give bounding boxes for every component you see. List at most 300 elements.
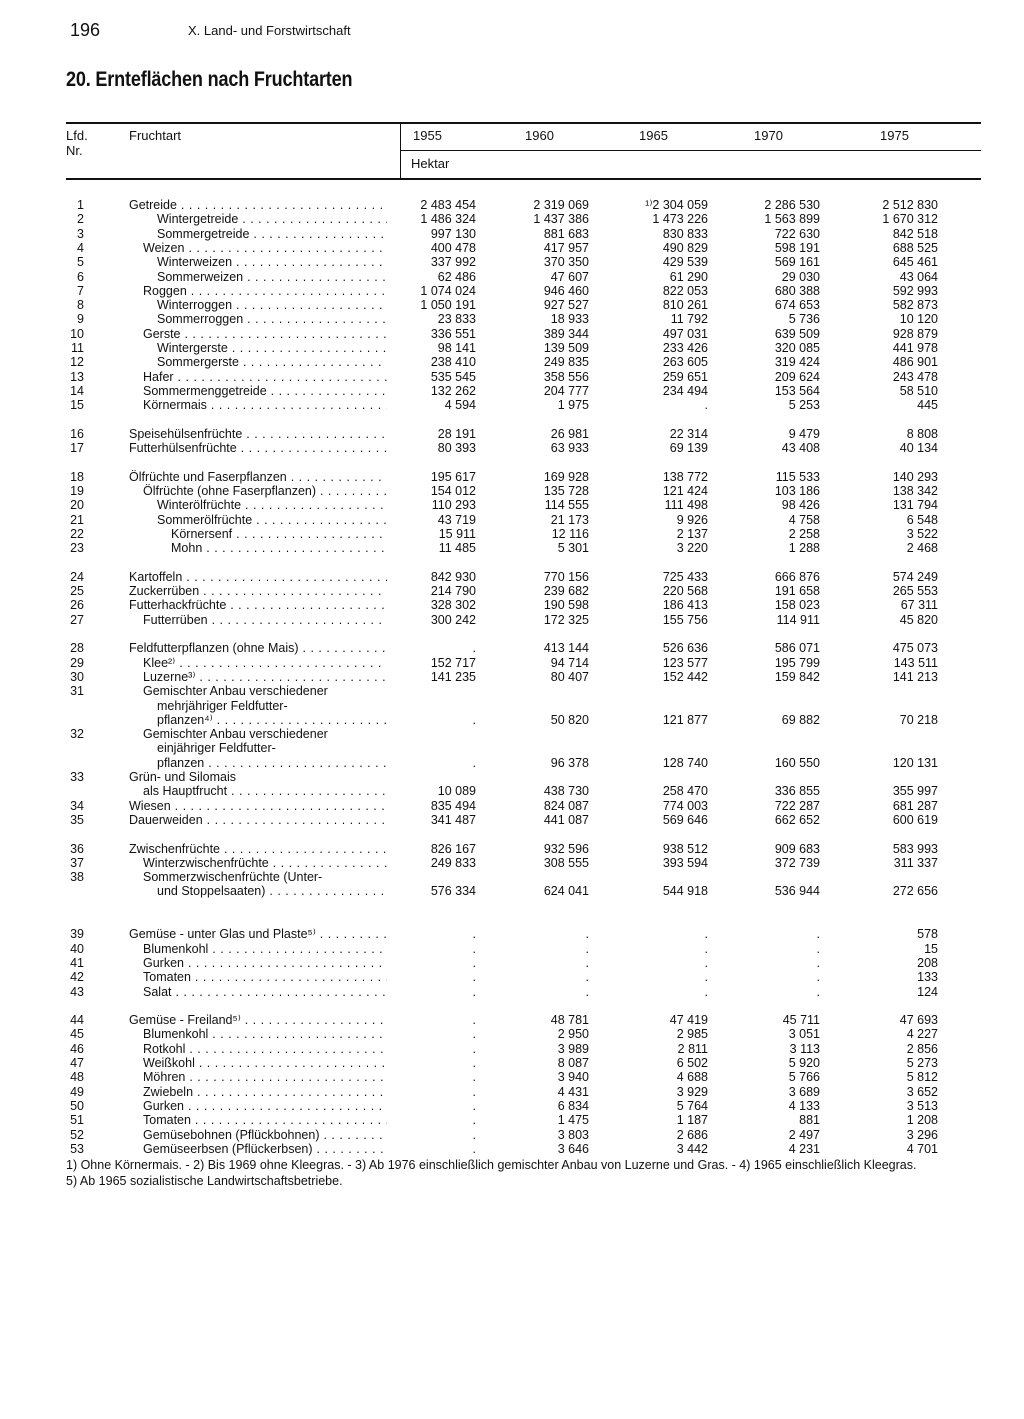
cell-1955: 15 911 bbox=[438, 526, 476, 541]
row-fruchtart: Klee²⁾ . . . bbox=[143, 656, 387, 670]
cell-1965: 569 646 bbox=[662, 812, 708, 827]
cell-1960: 169 928 bbox=[543, 469, 589, 484]
row-fruchtart: Blumenkohl . . . bbox=[143, 1027, 387, 1041]
row-number: 19 bbox=[70, 484, 84, 498]
row-number: 14 bbox=[70, 383, 84, 398]
cell-1955: 249 833 bbox=[430, 855, 476, 870]
cell-1970: 5 920 bbox=[788, 1056, 820, 1070]
cell-1965: 5 764 bbox=[676, 1098, 708, 1113]
cell-1970: 4 231 bbox=[788, 1141, 820, 1156]
header-year-1960: 1960 bbox=[525, 128, 554, 143]
cell-1965: . bbox=[704, 398, 708, 413]
row-fruchtart: Gemüse - unter Glas und Plaste⁵⁾ . . . bbox=[129, 927, 387, 941]
cell-1970: 195 799 bbox=[774, 655, 820, 670]
cell-1970: 209 624 bbox=[774, 369, 820, 384]
cell-1970: . bbox=[816, 984, 820, 999]
cell-1975: 5 273 bbox=[906, 1056, 938, 1070]
table-row bbox=[0, 1070, 1024, 1084]
row-number: 16 bbox=[70, 426, 84, 441]
cell-1955: 576 334 bbox=[430, 884, 476, 899]
row-number: 33 bbox=[70, 770, 84, 784]
cell-1975: 578 bbox=[917, 927, 938, 942]
cell-1960: 438 730 bbox=[543, 784, 589, 799]
cell-1955: 132 262 bbox=[430, 383, 476, 398]
cell-1965: 233 426 bbox=[662, 341, 708, 355]
row-fruchtart: Sommerweizen . . . bbox=[157, 270, 387, 284]
table-row bbox=[0, 656, 1024, 670]
cell-1955: . bbox=[472, 641, 476, 656]
row-fruchtart: Gurken . . . bbox=[143, 1099, 387, 1113]
row-number: 47 bbox=[70, 1056, 84, 1070]
cell-1960: . bbox=[585, 970, 589, 985]
cell-1960: 389 344 bbox=[543, 326, 589, 341]
cell-1960: 3 646 bbox=[557, 1141, 589, 1156]
row-fruchtart: Sommermenggetreide . . . bbox=[143, 384, 387, 398]
cell-1955: 43 719 bbox=[437, 512, 476, 527]
row-fruchtart: Gerste . . . bbox=[143, 327, 387, 341]
cell-1960: 4 431 bbox=[557, 1084, 589, 1099]
cell-1970: 666 876 bbox=[774, 569, 820, 584]
cell-1970: 2 286 530 bbox=[764, 198, 820, 212]
cell-1970: 114 911 bbox=[776, 612, 820, 627]
table-row bbox=[0, 870, 1024, 884]
cell-1975: 47 693 bbox=[899, 1013, 938, 1028]
row-number: 4 bbox=[77, 240, 84, 255]
cell-1960: 370 350 bbox=[543, 255, 589, 270]
row-fruchtart: Sommerölfrüchte . . . bbox=[157, 513, 387, 527]
cell-1970: 909 683 bbox=[774, 841, 820, 856]
cell-1975: 1 208 bbox=[906, 1113, 938, 1128]
row-fruchtart: Wintergetreide . . . bbox=[157, 212, 387, 226]
cell-1960: 190 598 bbox=[543, 598, 589, 613]
row-fruchtart: Sommerzwischenfrüchte (Unter- bbox=[143, 870, 323, 885]
row-fruchtart: Speisehülsenfrüchte . . . bbox=[129, 427, 387, 441]
cell-1975: 2 512 830 bbox=[882, 198, 938, 212]
cell-1960: 3 989 bbox=[557, 1041, 589, 1056]
cell-1970: 29 030 bbox=[781, 269, 820, 284]
row-fruchtart: Rotkohl . . . bbox=[143, 1042, 387, 1056]
row-fruchtart: Zuckerrüben . . . bbox=[129, 584, 387, 598]
cell-1955: . bbox=[472, 1070, 476, 1085]
cell-1975: 43 064 bbox=[899, 269, 938, 284]
cell-1965: 2 686 bbox=[676, 1127, 708, 1142]
row-number: 8 bbox=[77, 298, 84, 313]
row-fruchtart: Winterroggen . . . bbox=[157, 298, 387, 312]
cell-1975: 131 794 bbox=[892, 498, 938, 513]
cell-1975: 140 293 bbox=[892, 469, 938, 484]
row-fruchtart: Gemischter Anbau verschiedener bbox=[143, 684, 328, 699]
row-fruchtart: pflanzen . . . bbox=[157, 756, 387, 770]
cell-1955: . bbox=[472, 1098, 476, 1113]
table-row bbox=[0, 884, 1024, 898]
row-number: 15 bbox=[70, 398, 84, 413]
row-fruchtart: Zwiebeln . . . bbox=[143, 1085, 387, 1099]
table-row bbox=[0, 784, 1024, 798]
cell-1965: 1 473 226 bbox=[652, 212, 708, 227]
table-row bbox=[0, 298, 1024, 312]
row-number: 22 bbox=[70, 526, 84, 541]
cell-1975: 124 bbox=[917, 984, 938, 999]
cell-1965: 830 833 bbox=[662, 226, 708, 241]
cell-1965: 121 424 bbox=[662, 484, 708, 498]
row-fruchtart: Salat . . . bbox=[143, 985, 387, 999]
row-number: 10 bbox=[70, 326, 84, 341]
row-number: 37 bbox=[70, 855, 84, 870]
cell-1955: 341 487 bbox=[430, 812, 476, 827]
cell-1965: 22 314 bbox=[669, 426, 708, 441]
table-row bbox=[0, 255, 1024, 269]
cell-1955: . bbox=[472, 712, 476, 727]
cell-1965: 2 985 bbox=[676, 1027, 708, 1042]
table-row bbox=[0, 927, 1024, 941]
cell-1965: 152 442 bbox=[662, 669, 708, 684]
cell-1970: 160 550 bbox=[774, 755, 820, 770]
row-number: 39 bbox=[70, 927, 84, 942]
row-fruchtart: Körnermais . . . bbox=[143, 398, 387, 412]
cell-1965: . bbox=[704, 984, 708, 999]
cell-1955: 28 191 bbox=[437, 426, 476, 441]
cell-1970: 153 564 bbox=[774, 383, 820, 398]
row-number: 27 bbox=[70, 612, 84, 627]
row-number: 44 bbox=[70, 1013, 84, 1028]
cell-1955: . bbox=[472, 1013, 476, 1028]
cell-1975: 475 073 bbox=[892, 641, 938, 656]
cell-1965: . bbox=[704, 970, 708, 985]
table-row bbox=[0, 770, 1024, 784]
cell-1965: 128 740 bbox=[662, 755, 708, 770]
row-fruchtart: Blumenkohl . . . bbox=[143, 942, 387, 956]
cell-1960: 204 777 bbox=[543, 383, 589, 398]
cell-1955: . bbox=[472, 1141, 476, 1156]
table-row bbox=[0, 956, 1024, 970]
cell-1955: 152 717 bbox=[430, 655, 476, 670]
cell-1965: 258 470 bbox=[662, 784, 708, 799]
row-fruchtart: Grün- und Silomais bbox=[129, 770, 236, 784]
table-row bbox=[0, 670, 1024, 684]
row-fruchtart: als Hauptfrucht . . . bbox=[143, 784, 387, 798]
cell-1975: 688 525 bbox=[892, 240, 938, 255]
row-number: 52 bbox=[70, 1127, 84, 1142]
row-fruchtart: Ölfrüchte und Faserpflanzen . . . bbox=[129, 470, 387, 484]
table-row bbox=[0, 842, 1024, 856]
cell-1960: 80 407 bbox=[550, 669, 589, 684]
cell-1975: 4 227 bbox=[906, 1027, 938, 1042]
table-row bbox=[0, 727, 1024, 741]
cell-1970: 115 533 bbox=[775, 469, 820, 484]
row-fruchtart: und Stoppelsaaten) . . . bbox=[157, 884, 387, 898]
row-fruchtart: Futterrüben . . . bbox=[143, 613, 387, 627]
cell-1965: 2 811 bbox=[677, 1041, 708, 1056]
cell-1955: 80 393 bbox=[437, 441, 476, 456]
table-row bbox=[0, 613, 1024, 627]
table-row bbox=[0, 498, 1024, 512]
cell-1955: . bbox=[472, 927, 476, 942]
row-fruchtart: Winterweizen . . . bbox=[157, 255, 387, 269]
row-number: 32 bbox=[70, 727, 84, 742]
cell-1970: 69 882 bbox=[781, 712, 820, 727]
cell-1975: 645 461 bbox=[892, 255, 938, 270]
cell-1970: 159 842 bbox=[774, 669, 820, 684]
cell-1960: 50 820 bbox=[550, 712, 589, 727]
cell-1975: 441 978 bbox=[892, 341, 938, 355]
cell-1975: 40 134 bbox=[899, 441, 938, 456]
cell-1955: 195 617 bbox=[430, 469, 476, 484]
table-row bbox=[0, 598, 1024, 612]
cell-1960: 1 975 bbox=[557, 398, 589, 413]
cell-1965: 234 494 bbox=[662, 383, 708, 398]
cell-1960: 21 173 bbox=[550, 512, 589, 527]
cell-1960: 624 041 bbox=[543, 884, 589, 899]
page-number: 196 bbox=[70, 20, 101, 40]
row-fruchtart: Roggen . . . bbox=[143, 284, 387, 298]
cell-1965: . bbox=[704, 955, 708, 970]
cell-1975: 574 249 bbox=[892, 569, 938, 584]
table-row bbox=[0, 427, 1024, 441]
cell-1965: 2 137 bbox=[676, 526, 708, 541]
cell-1965: 111 498 bbox=[664, 498, 708, 513]
cell-1970: 662 652 bbox=[774, 812, 820, 827]
cell-1965: 220 568 bbox=[662, 584, 708, 599]
cell-1975: 67 311 bbox=[900, 598, 938, 613]
cell-1975: 1 670 312 bbox=[882, 212, 938, 227]
cell-1965: 121 877 bbox=[662, 712, 708, 727]
row-number: 18 bbox=[70, 469, 84, 484]
cell-1960: 1 475 bbox=[557, 1113, 589, 1128]
row-number: 13 bbox=[70, 369, 84, 384]
table-row bbox=[0, 584, 1024, 598]
row-fruchtart: Feldfutterpflanzen (ohne Mais) . . . bbox=[129, 641, 387, 655]
table-row bbox=[0, 541, 1024, 555]
header-fruchtart: Fruchtart bbox=[129, 128, 182, 143]
cell-1970: . bbox=[816, 941, 820, 956]
cell-1965: 11 792 bbox=[670, 312, 708, 327]
table-row bbox=[0, 312, 1024, 326]
cell-1970: 5 736 bbox=[788, 312, 820, 327]
cell-1955: 300 242 bbox=[430, 612, 476, 627]
cell-1960: 3 940 bbox=[557, 1070, 589, 1085]
cell-1955: 535 545 bbox=[430, 369, 476, 384]
cell-1960: 417 957 bbox=[543, 240, 589, 255]
cell-1955: 328 302 bbox=[430, 598, 476, 613]
cell-1955: 1 486 324 bbox=[420, 212, 476, 227]
row-fruchtart: einjähriger Feldfutter- bbox=[157, 741, 276, 756]
cell-1960: 441 087 bbox=[543, 812, 589, 827]
cell-1955: 238 410 bbox=[430, 355, 476, 370]
cell-1965: 490 829 bbox=[662, 240, 708, 255]
cell-1955: 336 551 bbox=[430, 326, 476, 341]
cell-1970: 2 497 bbox=[788, 1127, 820, 1142]
cell-1965: 774 003 bbox=[662, 798, 708, 813]
table-row bbox=[0, 527, 1024, 541]
row-number: 25 bbox=[70, 584, 84, 599]
table-row bbox=[0, 684, 1024, 698]
cell-1960: 18 933 bbox=[550, 312, 589, 327]
cell-1960: 932 596 bbox=[543, 841, 589, 856]
cell-1975: 8 808 bbox=[906, 426, 938, 441]
row-number: 35 bbox=[70, 812, 84, 827]
cell-1970: 5 766 bbox=[788, 1070, 820, 1085]
cell-1970: 336 855 bbox=[774, 784, 820, 799]
cell-1960: 26 981 bbox=[550, 426, 589, 441]
cell-1955: 842 930 bbox=[430, 569, 476, 584]
table-row bbox=[0, 327, 1024, 341]
table-row bbox=[0, 799, 1024, 813]
cell-1975: 138 342 bbox=[892, 484, 938, 498]
table-row bbox=[0, 942, 1024, 956]
cell-1975: 70 218 bbox=[899, 712, 938, 727]
footnote-line-1: 1) Ohne Körnermais. - 2) Bis 1969 ohne Kleegras. - 3) Ab 1976 einschließlich gemischter Anbau von Luzerne und Gras. - 4) 1965 einschließlich Kleegras. bbox=[66, 1158, 917, 1172]
cell-1955: 2 483 454 bbox=[420, 198, 476, 212]
cell-1975: 6 548 bbox=[906, 512, 938, 527]
row-fruchtart: Zwischenfrüchte . . . bbox=[129, 842, 387, 856]
cell-1975: 5 812 bbox=[906, 1070, 938, 1085]
header-lfd: Lfd. bbox=[66, 128, 88, 143]
table-row bbox=[0, 212, 1024, 226]
cell-1955: . bbox=[472, 1041, 476, 1056]
cell-1955: 400 478 bbox=[430, 240, 476, 255]
row-number: 20 bbox=[70, 498, 84, 513]
cell-1960: 824 087 bbox=[543, 798, 589, 813]
cell-1965: 61 290 bbox=[669, 269, 708, 284]
cell-1955: . bbox=[472, 941, 476, 956]
cell-1960: 249 835 bbox=[543, 355, 589, 370]
cell-1960: 114 555 bbox=[544, 498, 589, 513]
table-row bbox=[0, 341, 1024, 355]
table-row bbox=[0, 1099, 1024, 1113]
table-row bbox=[0, 1042, 1024, 1056]
cell-1965: 3 442 bbox=[676, 1141, 708, 1156]
cell-1975: 272 656 bbox=[892, 884, 938, 899]
row-fruchtart: Sommerroggen . . . bbox=[157, 312, 387, 326]
cell-1960: 8 087 bbox=[557, 1056, 589, 1070]
table-row bbox=[0, 241, 1024, 255]
cell-1955: 62 486 bbox=[437, 269, 476, 284]
cell-1975: 2 468 bbox=[906, 541, 938, 556]
cell-1970: 586 071 bbox=[774, 641, 820, 656]
table-row bbox=[0, 441, 1024, 455]
cell-1955: 110 293 bbox=[431, 498, 476, 513]
row-number: 21 bbox=[70, 512, 84, 527]
row-number: 17 bbox=[70, 441, 84, 456]
cell-1970: 680 388 bbox=[774, 283, 820, 298]
cell-1960: 135 728 bbox=[543, 484, 589, 498]
row-fruchtart: Sommergetreide . . . bbox=[157, 227, 387, 241]
cell-1960: 308 555 bbox=[543, 855, 589, 870]
table-row bbox=[0, 756, 1024, 770]
cell-1955: . bbox=[472, 755, 476, 770]
row-number: 46 bbox=[70, 1041, 84, 1056]
cell-1970: 881 bbox=[799, 1113, 820, 1128]
table-row bbox=[0, 1128, 1024, 1142]
row-number: 30 bbox=[70, 669, 84, 684]
table-row bbox=[0, 1056, 1024, 1070]
cell-1960: 239 682 bbox=[543, 584, 589, 599]
cell-1970: 43 408 bbox=[781, 441, 820, 456]
row-fruchtart: Gemüsebohnen (Pflückbohnen) . . . bbox=[143, 1128, 387, 1142]
chapter-heading: X. Land- und Forstwirtschaft bbox=[188, 23, 351, 38]
header-year-1970: 1970 bbox=[754, 128, 783, 143]
row-number: 43 bbox=[70, 984, 84, 999]
cell-1975: 600 619 bbox=[892, 812, 938, 827]
row-number: 45 bbox=[70, 1027, 84, 1042]
row-number: 26 bbox=[70, 598, 84, 613]
cell-1975: 58 510 bbox=[899, 383, 938, 398]
row-fruchtart: Sommergerste . . . bbox=[157, 355, 387, 369]
page-title: 20. Ernteflächen nach Fruchtarten bbox=[66, 68, 353, 91]
cell-1960: 927 527 bbox=[543, 298, 589, 313]
cell-1975: 355 997 bbox=[892, 784, 938, 799]
row-number: 41 bbox=[70, 955, 84, 970]
cell-1965: . bbox=[704, 927, 708, 942]
cell-1960: . bbox=[585, 941, 589, 956]
cell-1975: 45 820 bbox=[899, 612, 938, 627]
table-row bbox=[0, 384, 1024, 398]
row-fruchtart: Gemüse - Freiland⁵⁾ . . . bbox=[129, 1013, 387, 1027]
cell-1960: 47 607 bbox=[550, 269, 589, 284]
row-fruchtart: Tomaten . . . bbox=[143, 970, 387, 984]
cell-1975: 681 287 bbox=[892, 798, 938, 813]
row-fruchtart: Winterzwischenfrüchte . . . bbox=[143, 856, 387, 870]
table-row bbox=[0, 813, 1024, 827]
table-row bbox=[0, 985, 1024, 999]
cell-1975: 3 652 bbox=[906, 1084, 938, 1099]
row-fruchtart: Futterhülsenfrüchte . . . bbox=[129, 441, 387, 455]
table-row bbox=[0, 641, 1024, 655]
cell-1970: 3 689 bbox=[788, 1084, 820, 1099]
cell-1965: 393 594 bbox=[662, 855, 708, 870]
cell-1960: 358 556 bbox=[543, 369, 589, 384]
cell-1955: 1 050 191 bbox=[420, 298, 476, 313]
table-row bbox=[0, 484, 1024, 498]
cell-1965: 259 651 bbox=[662, 369, 708, 384]
table-row bbox=[0, 1085, 1024, 1099]
cell-1970: 5 253 bbox=[788, 398, 820, 413]
cell-1955: 23 833 bbox=[437, 312, 476, 327]
cell-1970: 372 739 bbox=[774, 855, 820, 870]
cell-1965: . bbox=[704, 941, 708, 956]
cell-1970: 569 161 bbox=[774, 255, 820, 270]
table-row bbox=[0, 713, 1024, 727]
cell-1975: 445 bbox=[917, 398, 938, 413]
cell-1975: 265 553 bbox=[892, 584, 938, 599]
cell-1970: . bbox=[816, 970, 820, 985]
cell-1955: 826 167 bbox=[430, 841, 476, 856]
cell-1975: 486 901 bbox=[892, 355, 938, 370]
row-number: 3 bbox=[77, 226, 84, 241]
cell-1965: 3 220 bbox=[676, 541, 708, 556]
row-number: 34 bbox=[70, 798, 84, 813]
header-year-1965: 1965 bbox=[639, 128, 668, 143]
cell-1960: . bbox=[585, 955, 589, 970]
table-row bbox=[0, 1027, 1024, 1041]
cell-1970: 158 023 bbox=[774, 598, 820, 613]
cell-1960: 12 116 bbox=[551, 526, 589, 541]
cell-1955: 997 130 bbox=[430, 226, 476, 241]
cell-1955: 141 235 bbox=[430, 669, 476, 684]
cell-1970: 98 426 bbox=[781, 498, 820, 513]
table-row bbox=[0, 284, 1024, 298]
cell-1965: 263 605 bbox=[662, 355, 708, 370]
cell-1965: 3 929 bbox=[676, 1084, 708, 1099]
row-fruchtart: Weißkohl . . . bbox=[143, 1056, 387, 1070]
cell-1955: . bbox=[472, 1056, 476, 1070]
table-row bbox=[0, 970, 1024, 984]
row-number: 1 bbox=[77, 198, 84, 212]
row-number: 12 bbox=[70, 355, 84, 370]
cell-1965: 186 413 bbox=[662, 598, 708, 613]
cell-1975: 3 513 bbox=[906, 1098, 938, 1113]
table-row bbox=[0, 470, 1024, 484]
